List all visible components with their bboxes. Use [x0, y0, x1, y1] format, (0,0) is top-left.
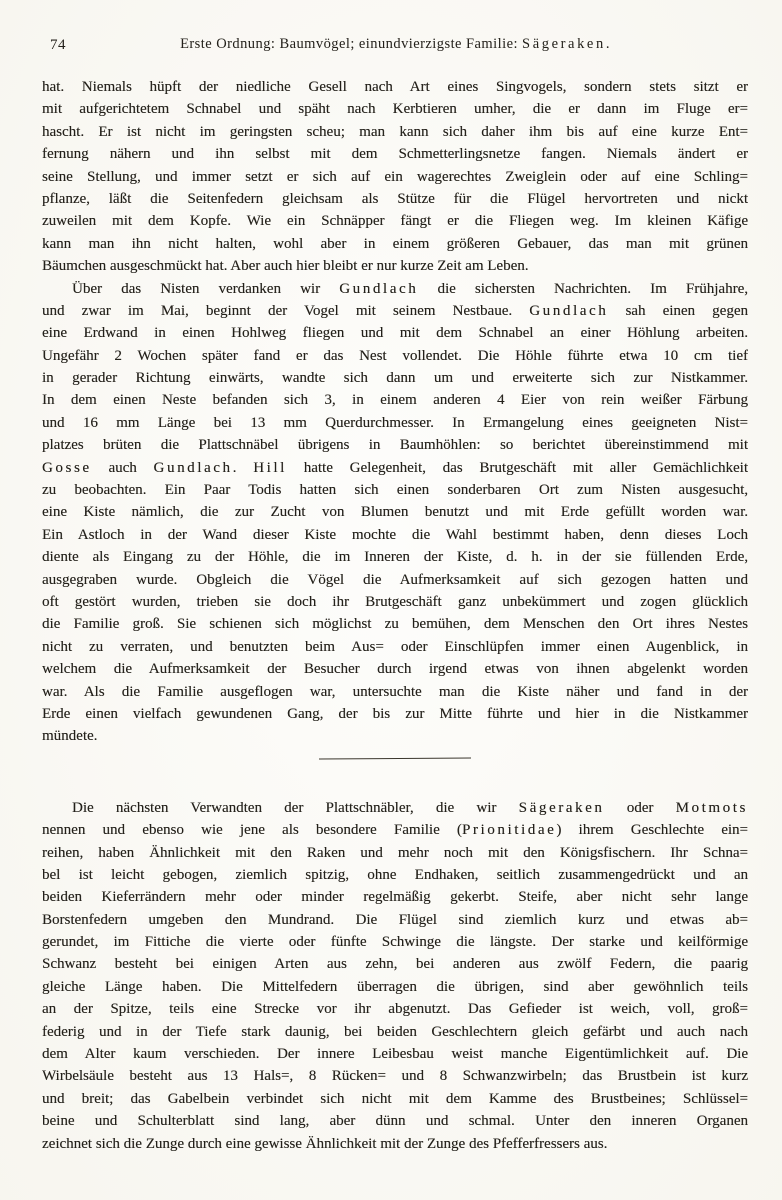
section-separator: [42, 758, 748, 797]
paragraph: [42, 797, 748, 1155]
paragraph: [42, 278, 748, 748]
text-line: Wirbelsäule besteht aus 13 Hals=, 8 Rücken= und 8 Schwanzwirbeln; das Brustbein ist kurz: [42, 1068, 748, 1085]
letterspaced-name: Sägeraken: [522, 36, 606, 52]
text-line: seine Stellung, und immer setzt er sich auf ein wagerechtes Zweiglein oder auf eine Schling=: [42, 168, 748, 185]
paragraph: [42, 76, 748, 278]
text-line: war. Als die Familie ausgeflogen war, untersuchte man die Kiste näher und fand in der: [42, 683, 748, 700]
text-line: gleiche Länge haben. Die Mittelfedern überragen die übrigen, sind aber gewöhnlich teils: [42, 978, 748, 995]
text-line: und 16 mm Länge bei 13 mm Querdurchmesser. In Ermangelung eines geeigneten Nist=: [42, 414, 748, 431]
text-line: nennen und ebenso wie jene als besondere Familie (Prionitidae) ihrem Geschlechte ein=: [42, 822, 748, 839]
letterspaced-name: Gundlach: [153, 459, 233, 476]
letterspaced-name: Hill: [253, 459, 287, 476]
text-line: Schwanz besteht bei einigen Arten aus zehn, bei anderen aus zwölf Federn, die paarig: [42, 956, 748, 973]
text-line: in gerader Richtung einwärts, wandte sich dann um und erweiterte sich zur Nistkammer.: [42, 370, 748, 387]
text-line: Erde einen vielfach gewundenen Gang, der bis zur Mitte führte und hier in die Nistkammer: [42, 705, 748, 722]
letterspaced-name: Gundlach: [529, 302, 609, 319]
letterspaced-name: Gundlach: [339, 280, 419, 297]
text-line: dem Alter kaum verschieden. Der innere Leibesbau weist manche Eigentümlichkeit auf. Die: [42, 1046, 748, 1063]
text-line: und zwar im Mai, beginnt der Vogel mit seinem Nestbaue. Gundlach sah einen gegen: [42, 302, 748, 319]
letterspaced-name: Prionitidae: [461, 822, 557, 839]
text-line: zeichnet sich die Zunge durch eine gewisse Ähnlichkeit mit der Zunge des Pfefferfressers aus.: [42, 1135, 608, 1152]
text-line: fernung nähern und ihn selbst mit dem Schmetterlingsnetze fangen. Niemals ändert er: [42, 146, 748, 163]
text-line: gerundet, im Fittiche die vierte oder fünfte Schwinge die längste. Der starke und keilförmige: [42, 934, 748, 951]
text-line: an der Spitze, teils eine Strecke vor ihr abgenutzt. Das Gefieder ist weich, voll, groß=: [42, 1001, 748, 1018]
page-header: [42, 36, 748, 58]
separator-rule: [319, 757, 471, 759]
text-line: mündete.: [42, 728, 98, 745]
text-line: ausgegraben wurde. Obgleich die Vögel die Aufmerksamkeit auf sich gezogen hatten und: [42, 571, 748, 588]
text-line: Die nächsten Verwandten der Plattschnäbler, die wir Sägeraken oder Motmots: [72, 799, 748, 816]
page-number: 74: [50, 37, 66, 53]
text-line: mit aufgerichtetem Schnabel und späht nach Kerbtieren umher, die er dann im Fluge er=: [42, 101, 748, 118]
text-line: hat. Niemals hüpft der niedliche Gesell nach Art eines Singvogels, sondern stets sitzt er: [42, 79, 748, 95]
letterspaced-name: Sägeraken: [518, 799, 605, 816]
text-line: beine und Schulterblatt sind lang, aber dünn und schmal. Unter den inneren Organen: [42, 1113, 748, 1130]
text-line: Borstenfedern umgeben den Mundrand. Die Flügel sind ziemlich kurz und etwas ab=: [42, 911, 748, 928]
text-line: platzes brüten die Plattschnäbel übrigens in Baumhöhlen: so berichtet übereinstimmend mit: [42, 437, 748, 454]
text-line: Ein Astloch in der Wand dieser Kiste mochte die Wahl bestimmt haben, denn dieses Loch: [42, 526, 748, 543]
text-line: bel ist leicht gebogen, ziemlich spitzig, ohne Endhaken, seitlich zusammengedrückt und an: [42, 866, 748, 883]
text-line: kann man ihn nicht halten, wohl aber in einem größeren Gebauer, das man mit grünen: [42, 235, 748, 252]
text-line: oft gestört wurden, trieben sie doch ihr Brutgeschäft ganz unbekümmert und zogen glücklich: [42, 593, 748, 610]
text-line: federig und in der Tiefe stark daunig, bei beiden Geschlechtern gleich gefärbt und auch nach: [42, 1023, 748, 1040]
text-line: hascht. Er ist nicht im geringsten scheu; man kann sich daher ihm bis auf eine kurze Ent=: [42, 123, 748, 140]
letterspaced-name: Gosse: [42, 459, 92, 476]
text-line: beiden Kieferrändern mehr oder minder regelmäßig gekerbt. Steife, aber nicht sehr lange: [42, 889, 748, 906]
text-line: pflanze, läßt die Seitenfedern gleichsam als Stütze für die Flügel hervortreten und nickt: [42, 190, 748, 207]
page-body: [42, 76, 748, 1155]
text-line: zu beobachten. Ein Paar Todis hatten sich einen sonderbaren Ort zum Nisten ausgesucht,: [42, 482, 748, 499]
text-line: zuweilen mit dem Kopfe. Wie ein Schnäpper fängt er die Fliegen weg. Im kleinen Käfige: [42, 213, 748, 230]
text-line: In dem einen Neste befanden sich 3, in einem anderen 4 Eier von rein weißer Färbung: [42, 392, 748, 409]
text-line: Ungefähr 2 Wochen später fand er das Nest vollendet. Die Höhle führte etwa 10 cm tief: [42, 347, 748, 364]
text-line: Über das Nisten verdanken wir Gundlach die sichersten Nachrichten. Im Frühjahre,: [72, 280, 748, 297]
running-title: Erste Ordnung: Baumvögel; einundvierzigste Familie: Sägeraken.: [180, 36, 610, 52]
text-line: diente als Eingang zu der Höhle, die im Inneren der Kiste, d. h. in der sie füllenden Erde,: [42, 549, 748, 566]
text-line: Bäumchen ausgeschmückt hat. Aber auch hier bleibt er nur kurze Zeit am Leben.: [42, 258, 529, 275]
text-line: und breit; das Gabelbein verbindet sich nicht mit dem Kamme des Brustbeines; Schlüssel=: [42, 1090, 748, 1107]
letterspaced-name: Motmots: [675, 799, 748, 816]
text-line: eine Erdwand in einen Hohlweg fliegen und mit dem Schnabel an einer Höhlung arbeiten.: [42, 325, 748, 342]
text-line: reihen, haben Ähnlichkeit mit den Raken und mehr noch mit den Königsfischern. Ihr Schna=: [42, 844, 748, 861]
text-line: welchem die Aufmerksamkeit der Besucher durch irgend etwas von ihnen abgelenkt worden: [42, 661, 748, 678]
text-line: eine Kiste nämlich, die zur Zucht von Blumen benutzt und mit Erde gefüllt worden war.: [42, 504, 748, 521]
text-line: Gosse auch Gundlach. Hill hatte Gelegenheit, das Brutgeschäft mit aller Gemächlichkeit: [42, 459, 748, 476]
text-line: die Familie groß. Sie schienen sich möglichst zu bemühen, dem Menschen den Ort ihres Nestes: [42, 616, 748, 633]
text-line: nicht zu verraten, und benutzten beim Aus= oder Einschlüpfen immer einen Augenblick, in: [42, 638, 748, 655]
